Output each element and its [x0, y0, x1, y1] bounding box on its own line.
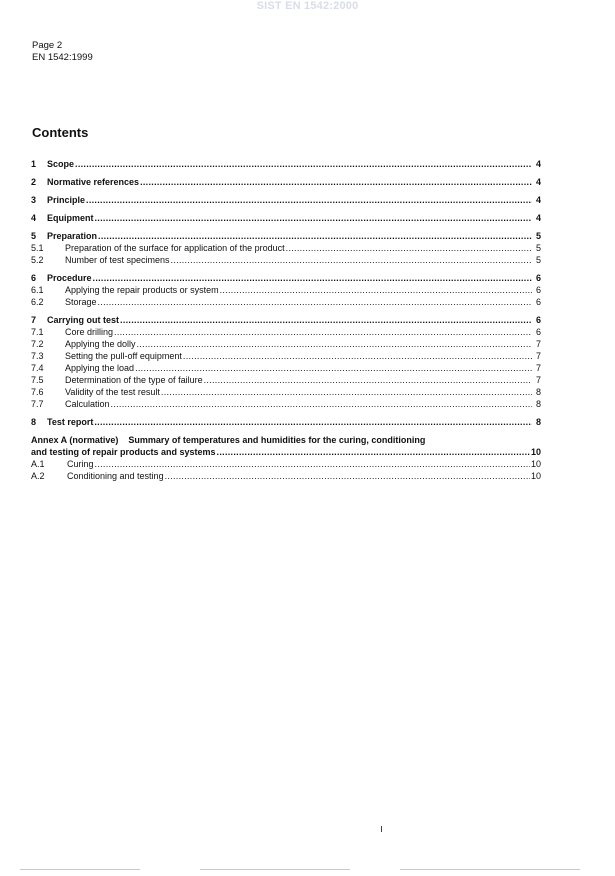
toc-entry-number: 5.2	[31, 255, 44, 265]
toc-entry-number: 7.6	[31, 387, 44, 397]
toc-entry-page: 7	[535, 351, 541, 361]
standard-reference: EN 1542:1999	[32, 52, 93, 63]
dot-leader	[95, 458, 530, 470]
dot-leader	[93, 272, 532, 284]
toc-entry-page: 6	[535, 297, 541, 307]
toc-annex-a-entry	[31, 446, 541, 458]
toc-entry-number: 7.7	[31, 399, 44, 409]
toc-subentry-5-1	[31, 242, 541, 254]
toc-entry-title: Principle	[47, 195, 86, 205]
toc-entry-page: 10	[530, 459, 541, 469]
toc-entry-number: 7.1	[31, 327, 44, 337]
toc-entry-number: 5.1	[31, 243, 44, 253]
table-of-contents	[31, 158, 541, 482]
toc-entry-title: Scope	[47, 159, 75, 169]
footer-rule	[20, 869, 140, 870]
toc-entry-normative-references	[31, 176, 541, 188]
toc-subentry-7-3	[31, 350, 541, 362]
watermark: SIST EN 1542:2000	[256, 0, 359, 12]
toc-entry-page: 10	[530, 471, 541, 481]
toc-entry-equipment	[31, 212, 541, 224]
toc-entry-number: 8	[31, 417, 37, 427]
toc-entry-number: 3	[31, 195, 37, 205]
toc-entry-page: 6	[535, 285, 541, 295]
toc-subentry-7-5	[31, 374, 541, 386]
toc-subentry-7-2	[31, 338, 541, 350]
page-number: Page 2	[32, 40, 63, 51]
toc-entry-preparation	[31, 230, 541, 242]
toc-entry-page: 4	[535, 177, 541, 187]
toc-entry-title: Storage	[65, 297, 97, 307]
annex-title-line-2: and testing of repair products and systems	[31, 447, 216, 457]
toc-entry-number: 2	[31, 177, 37, 187]
toc-entry-title: Calculation	[65, 399, 110, 409]
toc-entry-title: Normative references	[47, 177, 140, 187]
toc-entry-page: 6	[535, 315, 541, 325]
dot-leader	[165, 470, 530, 482]
toc-entry-number: 7.5	[31, 375, 44, 385]
toc-entry-number: 5	[31, 231, 37, 241]
contents-title: Contents	[32, 125, 89, 140]
dot-leader	[98, 296, 532, 308]
footer-rule	[400, 869, 580, 870]
toc-entry-title: Procedure	[47, 273, 92, 283]
toc-entry-page: 8	[535, 387, 541, 397]
dot-leader	[217, 446, 530, 458]
page-header	[32, 40, 93, 64]
dot-leader	[137, 338, 532, 350]
toc-entry-title: Test report	[47, 417, 94, 427]
toc-entry-number: 7.4	[31, 363, 44, 373]
toc-entry-title: Carrying out test	[47, 315, 120, 325]
toc-entry-title: Preparation	[47, 231, 98, 241]
toc-entry-title: Determination of the type of failure	[65, 375, 203, 385]
dot-leader	[86, 194, 532, 206]
toc-entry-page: 4	[535, 195, 541, 205]
toc-annex-a-heading	[31, 434, 541, 446]
dot-leader	[171, 254, 532, 266]
footer-rule	[200, 869, 350, 870]
toc-entry-number: 6.2	[31, 297, 44, 307]
toc-subentry-6-1	[31, 284, 541, 296]
toc-entry-number: 6.1	[31, 285, 44, 295]
toc-entry-number: 1	[31, 159, 37, 169]
toc-entry-number: A.2	[31, 471, 45, 481]
dot-leader	[140, 176, 532, 188]
dot-leader	[75, 158, 532, 170]
dot-leader	[94, 416, 532, 428]
toc-entry-number: 7.3	[31, 351, 44, 361]
toc-subentry-a-1	[31, 458, 541, 470]
annex-title-line-1: Summary of temperatures and humidities for the curing, conditioning	[128, 435, 426, 445]
toc-entry-number: 6	[31, 273, 37, 283]
toc-entry-page: 6	[535, 327, 541, 337]
toc-subentry-7-7	[31, 398, 541, 410]
toc-entry-test-report	[31, 416, 541, 428]
dot-leader	[111, 398, 532, 410]
toc-entry-page: 4	[535, 213, 541, 223]
dot-leader	[135, 362, 532, 374]
toc-entry-page: 7	[535, 339, 541, 349]
dot-leader	[114, 326, 532, 338]
toc-entry-page: 8	[535, 417, 541, 427]
toc-entry-principle	[31, 194, 541, 206]
toc-entry-page: 4	[535, 159, 541, 169]
toc-subentry-5-2	[31, 254, 541, 266]
dot-leader	[98, 230, 532, 242]
annex-label: Annex A (normative)	[31, 435, 119, 445]
toc-entry-title: Equipment	[47, 213, 94, 223]
toc-entry-page: 7	[535, 363, 541, 373]
scan-speck	[381, 826, 382, 832]
toc-entry-title: Validity of the test result	[65, 387, 160, 397]
toc-entry-page: 5	[535, 243, 541, 253]
toc-entry-number: A.1	[31, 459, 45, 469]
toc-entry-page: 7	[535, 375, 541, 385]
dot-leader	[120, 314, 532, 326]
toc-entry-title: Conditioning and testing	[67, 471, 164, 481]
toc-entry-number: 7	[31, 315, 37, 325]
dot-leader	[220, 284, 532, 296]
toc-subentry-7-1	[31, 326, 541, 338]
toc-entry-procedure	[31, 272, 541, 284]
dot-leader	[161, 386, 532, 398]
toc-entry-title: Setting the pull-off equipment	[65, 351, 182, 361]
dot-leader	[286, 242, 532, 254]
toc-entry-number: 7.2	[31, 339, 44, 349]
toc-entry-page: 8	[535, 399, 541, 409]
toc-subentry-6-2	[31, 296, 541, 308]
dot-leader	[204, 374, 532, 386]
toc-entry-number: 4	[31, 213, 37, 223]
dot-leader	[95, 212, 533, 224]
toc-entry-title: Applying the repair products or system	[65, 285, 219, 295]
toc-entry-title: Curing	[67, 459, 94, 469]
toc-entry-title: Applying the dolly	[65, 339, 136, 349]
toc-entry-page: 5	[535, 255, 541, 265]
toc-subentry-7-4	[31, 362, 541, 374]
dot-leader	[183, 350, 532, 362]
toc-entry-title: Applying the load	[65, 363, 135, 373]
toc-subentry-7-6	[31, 386, 541, 398]
toc-entry-title: Preparation of the surface for application of the product	[65, 243, 285, 253]
toc-entry-scope	[31, 158, 541, 170]
toc-entry-title: Number of test specimens	[65, 255, 170, 265]
toc-entry-carrying-out-test	[31, 314, 541, 326]
toc-subentry-a-2	[31, 470, 541, 482]
toc-entry-page: 10	[530, 447, 541, 457]
toc-entry-page: 6	[535, 273, 541, 283]
toc-entry-page: 5	[535, 231, 541, 241]
toc-entry-title: Core drilling	[65, 327, 114, 337]
